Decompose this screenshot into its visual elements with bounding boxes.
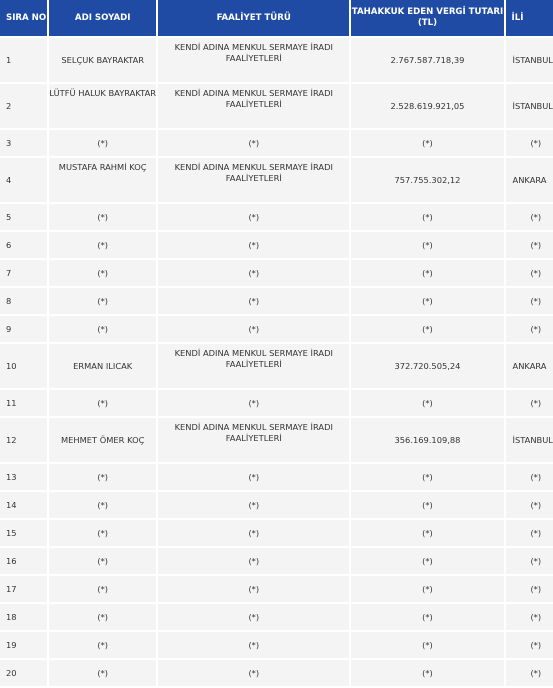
cell-tax: (*) xyxy=(351,520,503,546)
table-row xyxy=(0,548,553,574)
cell-tax: 372.720.505,24 xyxy=(351,344,503,388)
cell-name: (*) xyxy=(49,492,156,518)
cell-activity: KENDİ ADINA MENKUL SERMAYE İRADI FAALİYETLERİ xyxy=(158,158,349,202)
cell-city: (*) xyxy=(506,660,553,686)
cell-no: 17 xyxy=(0,576,47,602)
header-activity: FAALİYET TÜRÜ xyxy=(158,0,349,36)
cell-activity: (*) xyxy=(158,390,349,416)
cell-activity: (*) xyxy=(158,576,349,602)
header-tax: TAHAKKUK EDEN VERGİ TUTARI (TL) xyxy=(351,0,503,36)
cell-tax: (*) xyxy=(351,632,503,658)
cell-city: (*) xyxy=(506,316,553,342)
cell-no: 13 xyxy=(0,464,47,490)
table-row xyxy=(0,576,553,602)
cell-no: 20 xyxy=(0,660,47,686)
cell-activity: KENDİ ADINA MENKUL SERMAYE İRADI FAALİYETLERİ xyxy=(158,418,349,462)
cell-tax: (*) xyxy=(351,232,503,258)
cell-activity: (*) xyxy=(158,492,349,518)
table-row xyxy=(0,418,553,462)
cell-city: (*) xyxy=(506,232,553,258)
cell-no: 9 xyxy=(0,316,47,342)
table-row xyxy=(0,660,553,686)
table-row xyxy=(0,520,553,546)
table-row xyxy=(0,204,553,230)
table-row xyxy=(0,492,553,518)
cell-name: (*) xyxy=(49,660,156,686)
cell-activity: (*) xyxy=(158,604,349,630)
cell-no: 16 xyxy=(0,548,47,574)
cell-name: (*) xyxy=(49,604,156,630)
cell-city: (*) xyxy=(506,288,553,314)
table-row xyxy=(0,130,553,156)
table-row xyxy=(0,232,553,258)
cell-tax: (*) xyxy=(351,260,503,286)
cell-name: (*) xyxy=(49,260,156,286)
cell-no: 15 xyxy=(0,520,47,546)
cell-name: LÜTFÜ HALUK BAYRAKTAR xyxy=(49,84,156,128)
cell-activity: (*) xyxy=(158,520,349,546)
cell-activity: (*) xyxy=(158,316,349,342)
table-row xyxy=(0,464,553,490)
cell-city: (*) xyxy=(506,520,553,546)
cell-name: MUSTAFA RAHMİ KOÇ xyxy=(49,158,156,202)
table-row xyxy=(0,632,553,658)
header-row xyxy=(0,0,553,36)
cell-no: 18 xyxy=(0,604,47,630)
cell-name: (*) xyxy=(49,464,156,490)
cell-city: (*) xyxy=(506,576,553,602)
cell-tax: 2.528.619.921,05 xyxy=(351,84,503,128)
cell-city: İSTANBUL xyxy=(506,38,553,82)
cell-tax: 356.169.109,88 xyxy=(351,418,503,462)
header-name: ADI SOYADI xyxy=(49,0,156,36)
cell-no: 19 xyxy=(0,632,47,658)
cell-no: 12 xyxy=(0,418,47,462)
cell-city: (*) xyxy=(506,130,553,156)
cell-tax: (*) xyxy=(351,464,503,490)
cell-activity: (*) xyxy=(158,260,349,286)
table-body xyxy=(0,38,553,686)
cell-city: (*) xyxy=(506,390,553,416)
cell-activity: (*) xyxy=(158,204,349,230)
cell-tax: (*) xyxy=(351,576,503,602)
cell-tax: (*) xyxy=(351,604,503,630)
cell-name: SELÇUK BAYRAKTAR xyxy=(49,38,156,82)
cell-name: MEHMET ÖMER KOÇ xyxy=(49,418,156,462)
table-row xyxy=(0,316,553,342)
cell-activity: (*) xyxy=(158,548,349,574)
cell-tax: 757.755.302,12 xyxy=(351,158,503,202)
cell-name: ERMAN ILICAK xyxy=(49,344,156,388)
cell-no: 6 xyxy=(0,232,47,258)
cell-activity: KENDİ ADINA MENKUL SERMAYE İRADI FAALİYETLERİ xyxy=(158,84,349,128)
cell-no: 8 xyxy=(0,288,47,314)
cell-no: 14 xyxy=(0,492,47,518)
table-row xyxy=(0,604,553,630)
cell-city: (*) xyxy=(506,260,553,286)
cell-activity: (*) xyxy=(158,130,349,156)
table-row xyxy=(0,288,553,314)
cell-name: (*) xyxy=(49,632,156,658)
cell-no: 11 xyxy=(0,390,47,416)
table-row xyxy=(0,260,553,286)
cell-no: 1 xyxy=(0,38,47,82)
cell-name: (*) xyxy=(49,130,156,156)
table-row xyxy=(0,38,553,82)
cell-city: ANKARA xyxy=(506,344,553,388)
cell-tax: (*) xyxy=(351,204,503,230)
cell-city: (*) xyxy=(506,604,553,630)
cell-city: İSTANBUL xyxy=(506,418,553,462)
cell-tax: (*) xyxy=(351,390,503,416)
table-row xyxy=(0,84,553,128)
cell-tax: (*) xyxy=(351,548,503,574)
cell-activity: (*) xyxy=(158,288,349,314)
cell-activity: KENDİ ADINA MENKUL SERMAYE İRADI FAALİYETLERİ xyxy=(158,344,349,388)
cell-no: 5 xyxy=(0,204,47,230)
cell-city: (*) xyxy=(506,632,553,658)
table-row xyxy=(0,344,553,388)
cell-city: (*) xyxy=(506,492,553,518)
cell-city: (*) xyxy=(506,204,553,230)
cell-tax: (*) xyxy=(351,130,503,156)
cell-city: İSTANBUL xyxy=(506,84,553,128)
cell-name: (*) xyxy=(49,548,156,574)
cell-activity: (*) xyxy=(158,464,349,490)
cell-name: (*) xyxy=(49,204,156,230)
header-city: İLİ xyxy=(506,0,553,36)
cell-activity: (*) xyxy=(158,232,349,258)
table-row xyxy=(0,390,553,416)
table-row xyxy=(0,158,553,202)
cell-city: (*) xyxy=(506,464,553,490)
cell-name: (*) xyxy=(49,520,156,546)
cell-name: (*) xyxy=(49,316,156,342)
cell-tax: (*) xyxy=(351,660,503,686)
cell-city: (*) xyxy=(506,548,553,574)
cell-no: 3 xyxy=(0,130,47,156)
table-header xyxy=(0,0,553,36)
cell-tax: (*) xyxy=(351,316,503,342)
cell-no: 10 xyxy=(0,344,47,388)
cell-name: (*) xyxy=(49,288,156,314)
cell-no: 7 xyxy=(0,260,47,286)
cell-name: (*) xyxy=(49,232,156,258)
cell-activity: (*) xyxy=(158,660,349,686)
cell-tax: (*) xyxy=(351,492,503,518)
cell-tax: (*) xyxy=(351,288,503,314)
cell-name: (*) xyxy=(49,576,156,602)
cell-tax: 2.767.587.718,39 xyxy=(351,38,503,82)
cell-activity: (*) xyxy=(158,632,349,658)
cell-name: (*) xyxy=(49,390,156,416)
cell-no: 2 xyxy=(0,84,47,128)
cell-activity: KENDİ ADINA MENKUL SERMAYE İRADI FAALİYETLERİ xyxy=(158,38,349,82)
cell-no: 4 xyxy=(0,158,47,202)
cell-city: ANKARA xyxy=(506,158,553,202)
header-no: SIRA NO xyxy=(0,0,47,36)
